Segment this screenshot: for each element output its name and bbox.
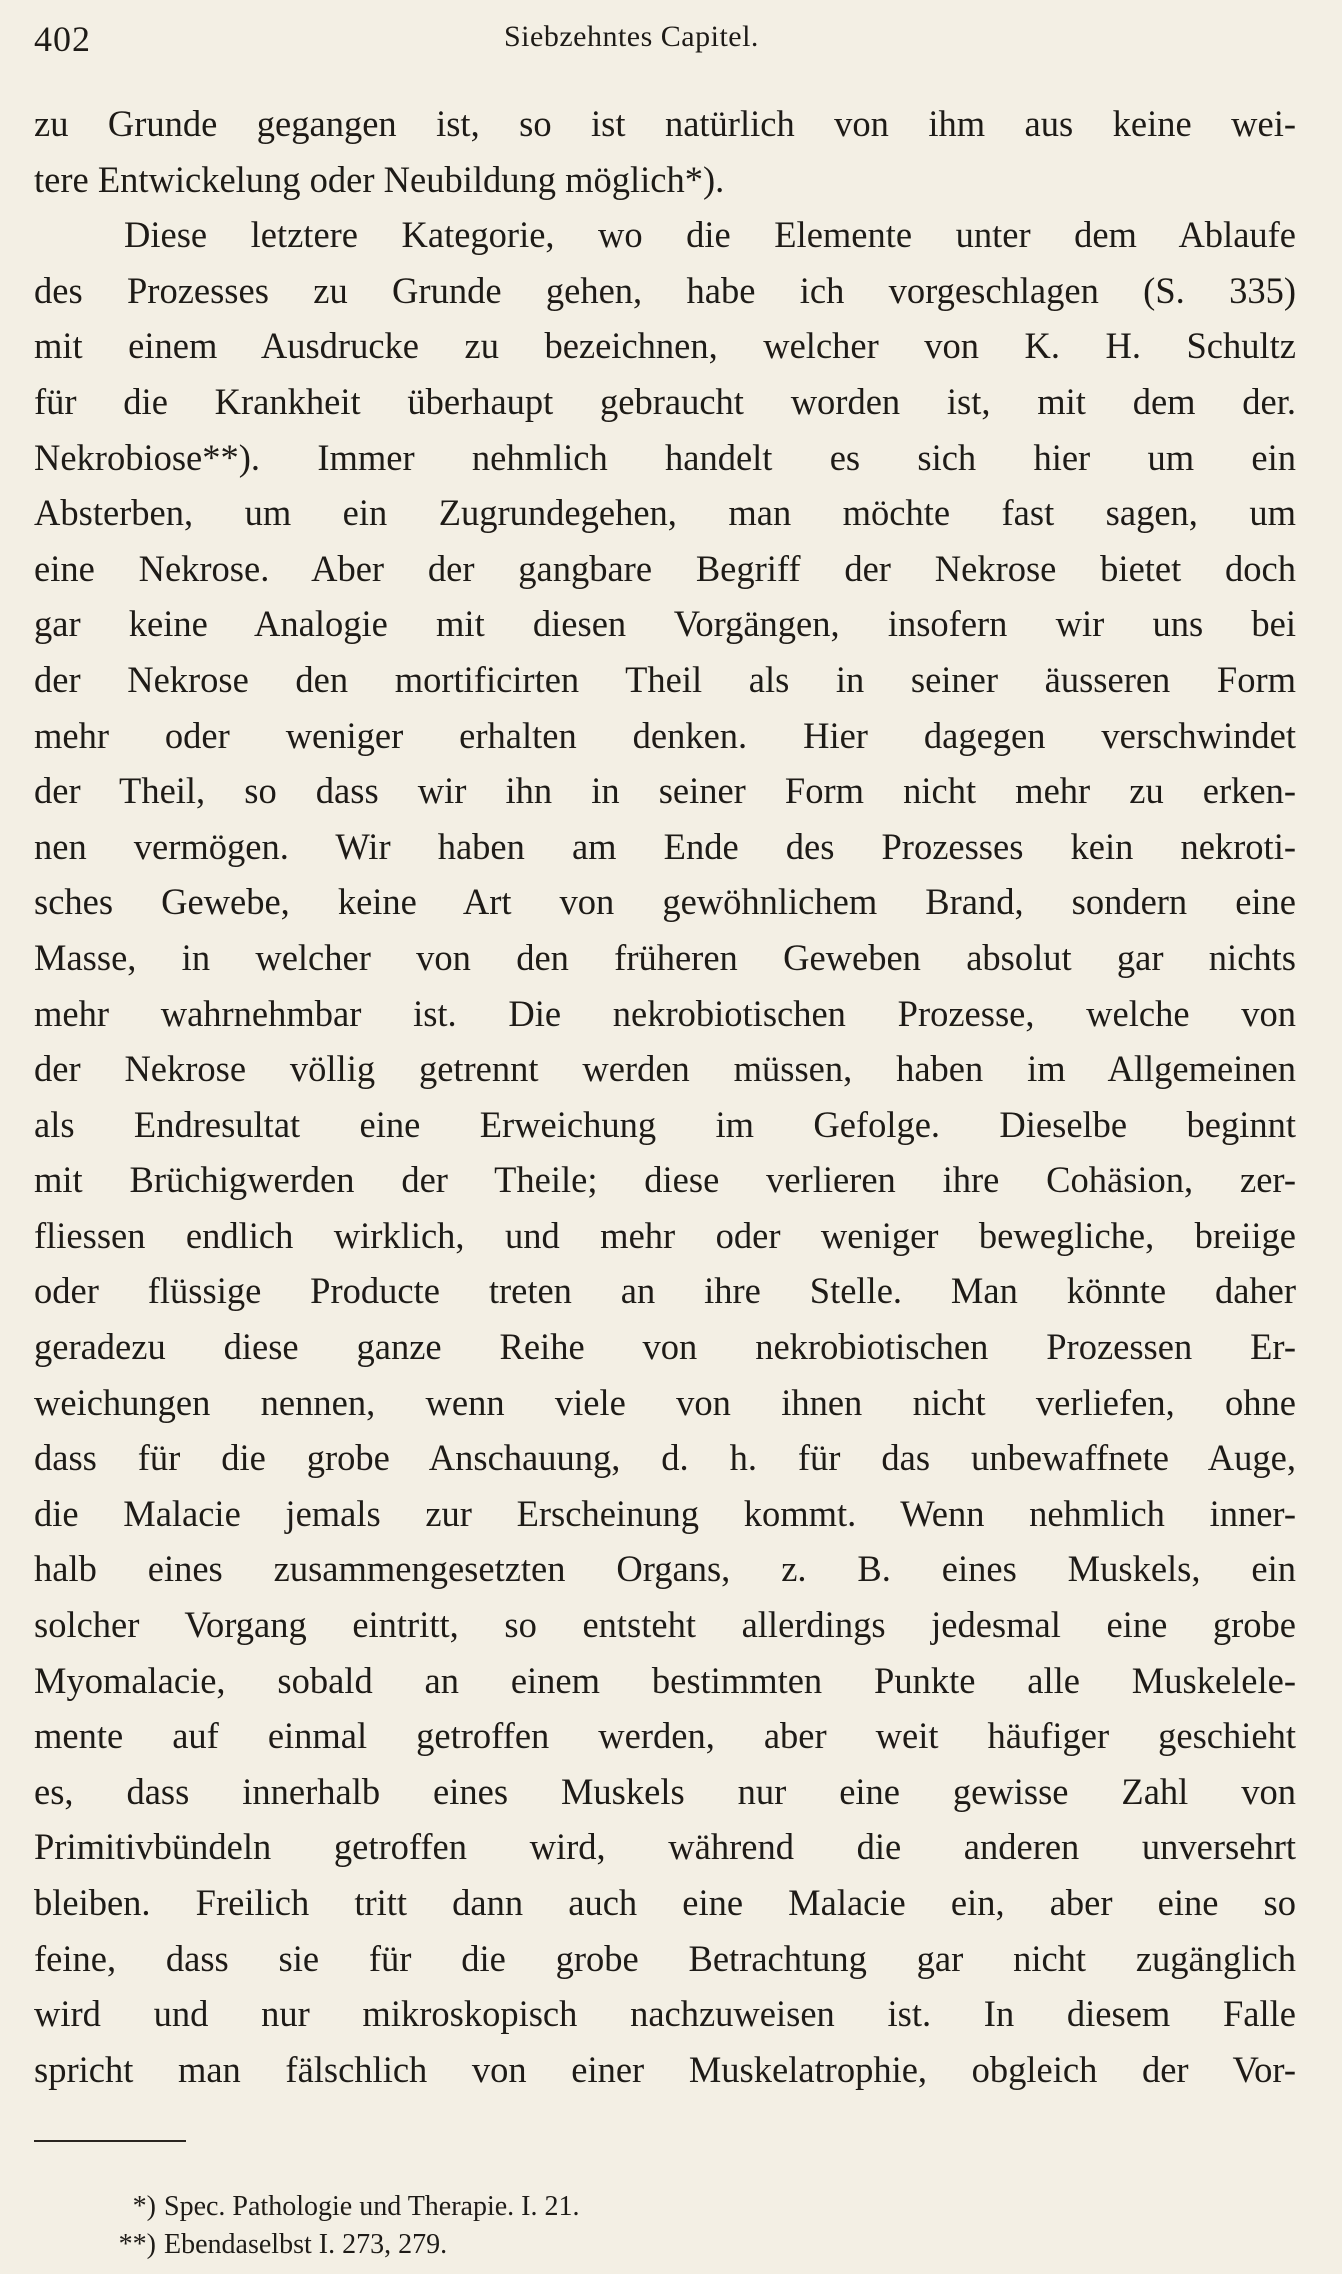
text-line: solcher Vorgang eintritt, so entsteht allerdings jedesmal eine grobe [34, 1604, 1296, 1646]
text-line: spricht man fälschlich von einer Muskelatrophie, obgleich der Vor- [34, 2048, 1296, 2090]
text-line: mit Brüchigwerden der Theile; diese verlieren ihre Cohäsion, zer- [34, 1159, 1296, 1201]
text-line: es, dass innerhalb eines Muskels nur eine gewisse Zahl von [34, 1770, 1296, 1812]
page-number: 402 [34, 19, 91, 59]
text-line: mehr wahrnehmbar ist. Die nekrobiotischen Prozesse, welche von [34, 992, 1296, 1034]
text-line: zu Grunde gegangen ist, so ist natürlich von ihm aus keine wei- [34, 103, 1296, 144]
text-line: halb eines zusammengesetzten Organs, z. B. eines Muskels, ein [34, 1548, 1296, 1590]
footnote [84, 2188, 984, 2226]
text-line: wird und nur mikroskopisch nachzuweisen ist. In diesem Falle [34, 1993, 1296, 2035]
text-line: Nekrobiose**). Immer nehmlich handelt es sich hier um ein [34, 436, 1296, 478]
text-line: Masse, in welcher von den früheren Geweben absolut gar nichts [34, 936, 1296, 978]
footnote-rule [34, 2140, 186, 2142]
text-line: fliessen endlich wirklich, und mehr oder weniger bewegliche, breiige [34, 1214, 1296, 1256]
text-line: feine, dass sie für die grobe Betrachtung gar nicht zugänglich [34, 1937, 1296, 1979]
text-line: Diese letztere Kategorie, wo die Elemente unter dem Ablaufe [124, 214, 1296, 256]
text-line: Primitivbündeln getroffen wird, während die anderen unversehrt [34, 1826, 1296, 1868]
text-line: mente auf einmal getroffen werden, aber weit häufiger geschieht [34, 1715, 1296, 1757]
text-line: der Theil, so dass wir ihn in seiner Form nicht mehr zu erken- [34, 770, 1296, 812]
footnotes [84, 2188, 984, 2264]
text-line: mehr oder weniger erhalten denken. Hier dagegen verschwindet [34, 714, 1296, 756]
body-text [34, 96, 1296, 2097]
text-line: nen vermögen. Wir haben am Ende des Prozesses kein nekroti- [34, 825, 1296, 867]
running-head: Siebzehntes Capitel. [504, 20, 759, 53]
footnote [84, 2226, 984, 2264]
text-line: als Endresultat eine Erweichung im Gefolge. Dieselbe beginnt [34, 1103, 1296, 1145]
page-header [34, 18, 1302, 68]
text-line: geradezu diese ganze Reihe von nekrobiotischen Prozessen Er- [34, 1326, 1296, 1368]
text-line: der Nekrose den mortificirten Theil als in seiner äusseren Form [34, 658, 1296, 700]
text-line: dass für die grobe Anschauung, d. h. für das unbewaffnete Auge, [34, 1437, 1296, 1479]
footnote-mark: *) [132, 2191, 156, 2222]
text-line: sches Gewebe, keine Art von gewöhnlichem Brand, sondern eine [34, 881, 1296, 923]
text-line: mit einem Ausdrucke zu bezeichnen, welcher von K. H. Schultz [34, 325, 1296, 367]
text-line: des Prozesses zu Grunde gehen, habe ich vorgeschlagen (S. 335) [34, 269, 1296, 311]
text-line: bleiben. Freilich tritt dann auch eine Malacie ein, aber eine so [34, 1882, 1296, 1923]
text-line: oder flüssige Producte treten an ihre Stelle. Man könnte daher [34, 1270, 1296, 1312]
text-line: für die Krankheit überhaupt gebraucht worden ist, mit dem der. [34, 380, 1296, 422]
text-line: gar keine Analogie mit diesen Vorgängen, insofern wir uns bei [34, 603, 1296, 645]
text-line: weichungen nennen, wenn viele von ihnen nicht verliefen, ohne [34, 1381, 1296, 1423]
text-line: tere Entwickelung oder Neubildung möglich*). [34, 158, 725, 200]
text-line: Myomalacie, sobald an einem bestimmten Punkte alle Muskelele- [34, 1659, 1296, 1701]
text-line: Absterben, um ein Zugrundegehen, man möchte fast sagen, um [34, 492, 1296, 534]
footnote-text: Ebendaselbst I. 273, 279. [164, 2229, 448, 2260]
text-line: der Nekrose völlig getrennt werden müssen, haben im Allgemeinen [34, 1048, 1296, 1090]
footnote-text: Spec. Pathologie und Therapie. I. 21. [164, 2191, 580, 2222]
footnote-mark: **) [118, 2229, 156, 2260]
text-line: die Malacie jemals zur Erscheinung kommt. Wenn nehmlich inner- [34, 1492, 1296, 1534]
text-line: eine Nekrose. Aber der gangbare Begriff der Nekrose bietet doch [34, 547, 1296, 589]
